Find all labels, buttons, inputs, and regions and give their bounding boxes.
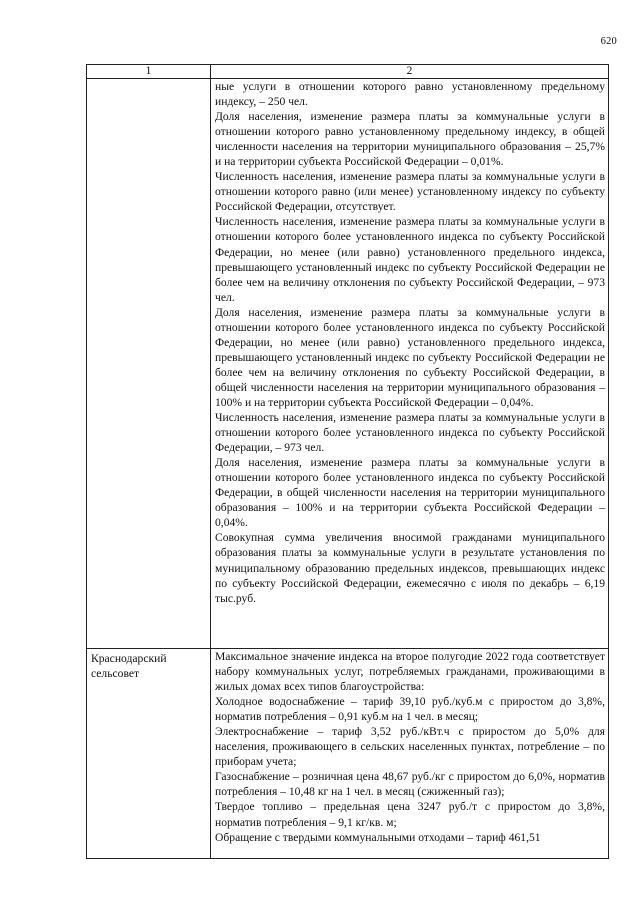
paragraph: Численность населения, изменение размера платы за коммунальные услуги в отношении которого более установленного индекса по субъекту Российской Федерации, но менее (или равно) установленного предельного индекса, превышающего установленный индекс по субъекту Российской Федерации не более чем на величину отклонения по субъекту Российской Федерации, – 973 чел. [215, 215, 605, 304]
paragraph: Максимальное значение индекса на второе полугодие 2022 года соответствует набору коммунальных услуг, потребляемых гражданами, проживающими в жилых домах всех типов благоустройства: [215, 650, 605, 694]
paragraph: Совокупная сумма увеличения вносимой гражданами муниципального образования платы за коммунальные услуги в результате установления по муниципальному образованию предельных индексов, превышающих индекс по субъекту Российской Федерации, ежемесячно с июля по декабрь – 6,19 тыс.руб. [215, 531, 605, 605]
document-table [86, 64, 609, 859]
page-number: 620 [600, 36, 617, 47]
paragraph: Численность населения, изменение размера платы за коммунальные услуги в отношении которого равно (или менее) установленному индексу по субъекту Российской Федерации, отсутствует. [215, 170, 605, 214]
table-header-row [87, 65, 609, 79]
description-cell [211, 79, 609, 649]
paragraph: Газоснабжение – розничная цена 48,67 руб./кг с приростом до 6,0%, норматив потребления – 10,48 кг на 1 чел. в месяц (сжиженный газ); [215, 770, 605, 799]
column-header-1: 1 [87, 65, 211, 79]
paragraph: Численность населения, изменение размера платы за коммунальные услуги в отношении которого более установленного индекса по субъекту Российской Федерации, – 973 чел. [215, 411, 605, 455]
paragraph: Твердое топливо – предельная цена 3247 руб./т с приростом до 3,8%, норматив потребления – 9,1 кг/кв. м; [215, 800, 605, 829]
paragraph: Доля населения, изменение размера платы за коммунальные услуги в отношении которого более установленного индекса по субъекту Российской Федерации, в общей численности населения на территории муниципального образования – 100% и на территории субъекта Российской Федерации – 0,04%. [215, 456, 605, 530]
paragraph: Доля населения, изменение размера платы за коммунальные услуги в отношении которого равно установленному предельному индексу, в общей численности населения на территории муниципального образования – 25,7% и на территории субъекта Российской Федерации – 0,01%. [215, 110, 605, 169]
municipality-name: Краснодарский сельсовет [91, 652, 167, 681]
municipality-cell [87, 649, 211, 859]
column-header-2: 2 [211, 65, 609, 79]
municipality-cell [87, 79, 211, 649]
table-row [87, 649, 609, 859]
description-cell [211, 649, 609, 859]
paragraph: Доля населения, изменение размера платы за коммунальные услуги в отношении которого более установленного индекса по субъекту Российской Федерации, но менее (или равно) установленного предельного индекса, превышающего установленный индекс по субъекту Российской Федерации не более чем на величину отклонения по субъекту Российской Федерации, в общей численности населения на территории муниципального образования – 100% и на территории субъекта Российской Федерации – 0,04%. [215, 305, 605, 409]
paragraph: ные услуги в отношении которого равно установленному предельному индексу, – 250 чел. [215, 80, 605, 109]
paragraph: Холодное водоснабжение – тариф 39,10 руб./куб.м с приростом до 3,8%, норматив потребления – 0,91 куб.м на 1 чел. в месяц; [215, 695, 605, 724]
paragraph: Электроснабжение – тариф 3,52 руб./кВт.ч с приростом до 5,0% для населения, проживающего в сельских населенных пунктах, потребление – по приборам учета; [215, 725, 605, 769]
table-row [87, 79, 609, 649]
paragraph: Обращение с твердыми коммунальными отходами – тариф 461,51 [215, 830, 541, 844]
